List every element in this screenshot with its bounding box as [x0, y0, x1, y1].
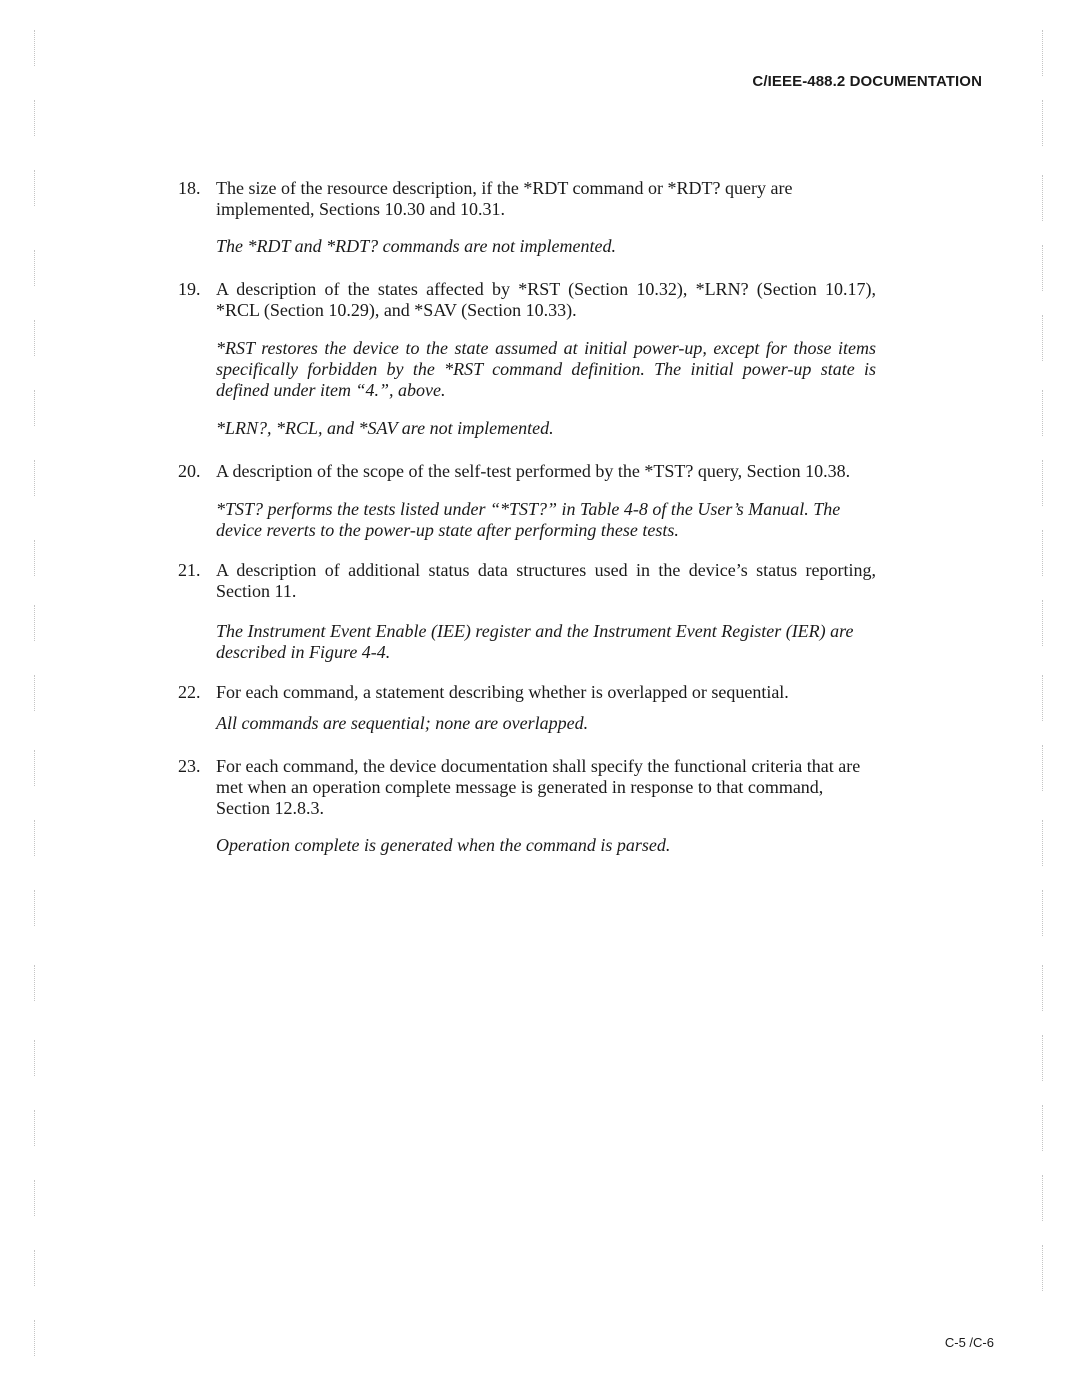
binder-mark-left [20, 30, 35, 66]
item-answer: *RST restores the device to the state assumed at initial power-up, except for those items specifically forbidden by the *RST command definition. The initial power-up state is defined under item “4.”, above. [216, 338, 876, 400]
item-text: For each command, the device documentation shall specify the functional criteria that are met when an operation complete message is generated in response to that command, Section 12.8.3. [216, 756, 861, 818]
binder-mark-right [1042, 530, 1055, 576]
binder-mark-left [20, 965, 35, 1001]
item-answer: The Instrument Event Enable (IEE) register and the Instrument Event Register (IER) are described in Figure 4-4. [216, 621, 854, 662]
binder-mark-left [20, 1250, 35, 1286]
list-item-23 [180, 756, 876, 819]
binder-mark-left [20, 820, 35, 856]
binder-mark-left [20, 390, 35, 426]
binder-mark-left [20, 170, 35, 206]
answer-block-19b [180, 418, 876, 439]
binder-mark-left [20, 750, 35, 786]
list-item-20 [180, 461, 876, 482]
binder-mark-right [1042, 30, 1055, 76]
binder-mark-left [20, 1320, 35, 1356]
item-answer: Operation complete is generated when the command is parsed. [216, 835, 671, 855]
binder-mark-right [1042, 1035, 1055, 1081]
item-answer: All commands are sequential; none are overlapped. [216, 713, 589, 733]
binder-mark-right [1042, 820, 1055, 866]
item-answer: The *RDT and *RDT? commands are not implemented. [216, 236, 616, 256]
binder-mark-right [1042, 1245, 1055, 1291]
item-number: 19. [178, 279, 201, 299]
binder-mark-left [20, 540, 35, 576]
binder-mark-right [1042, 390, 1055, 436]
item-text: A description of the scope of the self-test performed by the *TST? query, Section 10.38. [216, 461, 851, 481]
binder-mark-right [1042, 460, 1055, 506]
item-number: 23. [178, 756, 201, 776]
item-text: A description of additional status data structures used in the device’s status reporting, Section 11. [216, 560, 876, 601]
list-item-19 [180, 279, 876, 321]
binder-mark-right [1042, 100, 1055, 146]
item-answer: *TST? performs the tests listed under “*TST?” in Table 4-8 of the User’s Manual. The device reverts to the power-up state after performing these tests. [216, 499, 841, 540]
binder-mark-left [20, 1040, 35, 1076]
binder-mark-right [1042, 245, 1055, 291]
item-answer: *LRN?, *RCL, and *SAV are not implemented. [216, 418, 554, 438]
binder-mark-left [20, 100, 35, 136]
binder-mark-left [20, 1110, 35, 1146]
binder-mark-right [1042, 1105, 1055, 1151]
answer-block-21 [180, 621, 876, 663]
binder-mark-left [20, 1180, 35, 1216]
binder-mark-right [1042, 600, 1055, 646]
binder-mark-right [1042, 675, 1055, 721]
answer-block-23 [180, 835, 876, 856]
binder-mark-right [1042, 315, 1055, 361]
binder-mark-right [1042, 745, 1055, 791]
binder-mark-left [20, 320, 35, 356]
answer-block-22 [180, 713, 876, 734]
item-number: 20. [178, 461, 201, 481]
page-header-title: C/IEEE-488.2 DOCUMENTATION [752, 73, 982, 90]
item-number: 21. [178, 560, 201, 580]
binder-mark-right [1042, 965, 1055, 1011]
answer-block-19a [180, 338, 876, 401]
page-number: C-5 /C-6 [944, 1335, 994, 1350]
item-text: A description of the states affected by *RST (Section 10.32), *LRN? (Section 10.17), *RCL (Section 10.29), and *SAV (Section 10.33). [216, 279, 876, 320]
list-item-21 [180, 560, 876, 602]
binder-mark-left [20, 460, 35, 496]
binder-mark-right [1042, 890, 1055, 936]
answer-block-20 [180, 499, 876, 541]
binder-mark-left [20, 890, 35, 926]
item-text: For each command, a statement describing whether is overlapped or sequential. [216, 682, 789, 702]
binder-mark-left [20, 605, 35, 641]
list-item-22 [180, 682, 876, 703]
binder-mark-left [20, 250, 35, 286]
document-body [180, 178, 876, 856]
binder-mark-right [1042, 175, 1055, 221]
binder-mark-right [1042, 1175, 1055, 1221]
answer-block-18 [180, 236, 876, 257]
item-number: 22. [178, 682, 201, 702]
list-item-18 [180, 178, 876, 220]
item-number: 18. [178, 178, 201, 198]
binder-mark-left [20, 675, 35, 711]
item-text: The size of the resource description, if the *RDT command or *RDT? query are implemented, Sections 10.30 and 10.31. [216, 178, 793, 219]
